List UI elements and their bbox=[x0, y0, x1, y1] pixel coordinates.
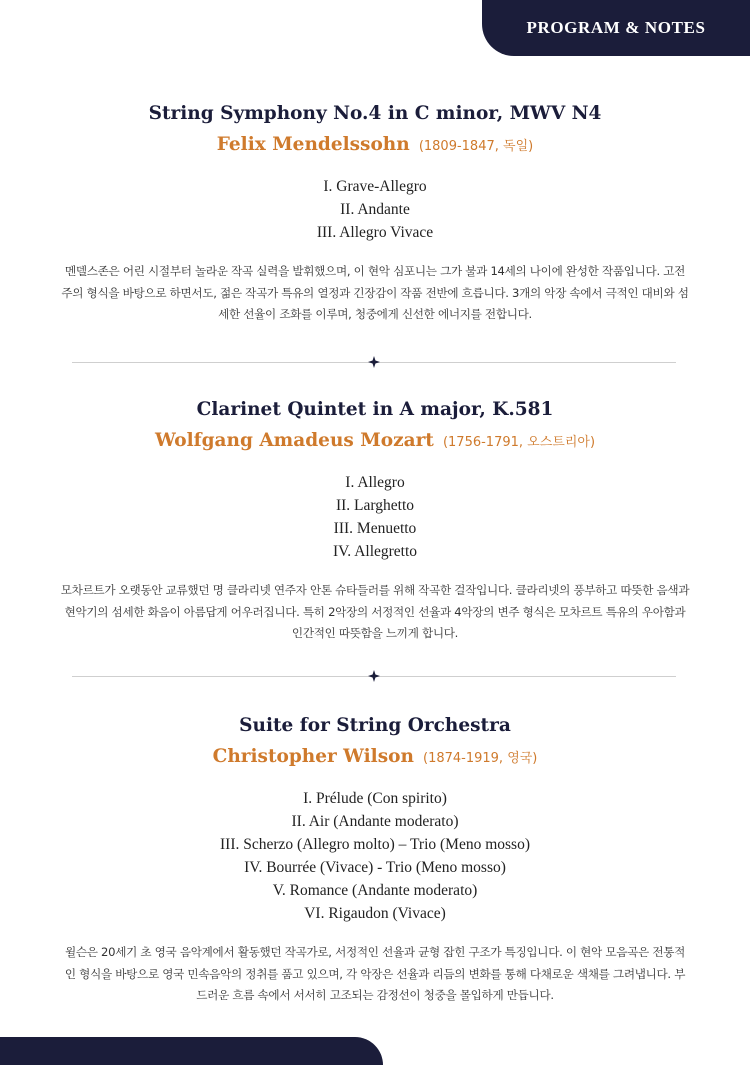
movement-item: II. Andante bbox=[340, 201, 410, 218]
composer-line bbox=[0, 743, 750, 773]
piece-title: Suite for String Orchestra bbox=[239, 715, 511, 736]
movement-item: V. Romance (Andante moderato) bbox=[272, 882, 478, 899]
program-note: 멘델스존은 어린 시절부터 놀라운 작곡 실력을 발휘했으며, 이 현악 심포니는 그가 불과 14세의 나이에 완성한 작품입니다. 고전주의 형식을 바탕으로 하면서도, 젊은 작곡가 특유의 열정과 긴장감이 작품 전반에 흐릅니다. 3개의 악장 속에서 극적인 대비와 섬세한 선율이 조화를 이루며, 청중에게 신선한 에너지를 전합니다. bbox=[61, 264, 689, 321]
program-piece-3 bbox=[0, 712, 750, 1007]
section-divider bbox=[72, 356, 676, 368]
movement-item: IV. Allegretto bbox=[332, 543, 418, 560]
composer-name: Christopher Wilson bbox=[212, 746, 414, 767]
composer-dates: (1874-1919, 영국) bbox=[423, 751, 538, 766]
movement-item: VI. Rigaudon (Vivace) bbox=[304, 905, 446, 922]
movement-item: IV. Bourrée (Vivace) - Trio (Meno mosso) bbox=[244, 859, 506, 876]
star-ornament-icon bbox=[368, 356, 380, 368]
movement-item: III. Allegro Vivace bbox=[316, 224, 434, 241]
piece-title: String Symphony No.4 in C minor, MWV N4 bbox=[148, 103, 602, 124]
movement-list bbox=[0, 175, 750, 244]
composer-dates: (1756-1791, 오스트리아) bbox=[442, 435, 596, 450]
composer-line bbox=[0, 427, 750, 457]
program-piece-2 bbox=[0, 396, 750, 645]
program-note: 윌슨은 20세기 초 영국 음악계에서 활동했던 작곡가로, 서정적인 선율과 균형 잡힌 구조가 특징입니다. 이 현악 모음곡은 전통적인 형식을 바탕으로 영국 민속음악의 정취를 품고 있으며, 각 악장은 선율과 리듬의 변화를 통해 다채로운 색채를 그려냅니다. 부드러운 흐름 속에서 서서히 고조되는 감정선이 청중을 몰입하게 만듭니다. bbox=[64, 945, 686, 1002]
movement-item: III. Scherzo (Allegro molto) – Trio (Meno mosso) bbox=[220, 836, 530, 853]
composer-name: Wolfgang Amadeus Mozart bbox=[154, 430, 434, 451]
footer-tab bbox=[0, 1037, 383, 1065]
movement-item: I. Grave-Allegro bbox=[323, 178, 427, 195]
section-divider bbox=[72, 670, 676, 682]
header-title: PROGRAM & NOTES bbox=[526, 18, 706, 37]
piece-title: Clarinet Quintet in A major, K.581 bbox=[196, 399, 554, 420]
movement-list bbox=[0, 471, 750, 563]
composer-name: Felix Mendelssohn bbox=[216, 134, 410, 155]
movement-item: II. Larghetto bbox=[335, 497, 415, 514]
movement-item: I. Allegro bbox=[345, 474, 405, 491]
composer-dates: (1809-1847, 독일) bbox=[418, 139, 534, 154]
program-note: 모차르트가 오랫동안 교류했던 명 클라리넷 연주자 안톤 슈타들러를 위해 작곡한 걸작입니다. 클라리넷의 풍부하고 따뜻한 음색과 현악기의 섬세한 화음이 아름답게 어우러집니다. 특히 2악장의 서정적인 선율과 4악장의 변주 형식은 모차르트 특유의 우아함과 인간적인 따뜻함을 느끼게 합니다. bbox=[60, 583, 690, 640]
movement-item: II. Air (Andante moderato) bbox=[291, 813, 459, 830]
star-ornament-icon bbox=[368, 670, 380, 682]
composer-line bbox=[0, 131, 750, 161]
header-tab bbox=[482, 0, 750, 56]
movement-list bbox=[0, 787, 750, 925]
movement-item: I. Prélude (Con spirito) bbox=[303, 790, 447, 807]
movement-item: III. Menuetto bbox=[333, 520, 417, 537]
program-piece-1 bbox=[0, 100, 750, 326]
